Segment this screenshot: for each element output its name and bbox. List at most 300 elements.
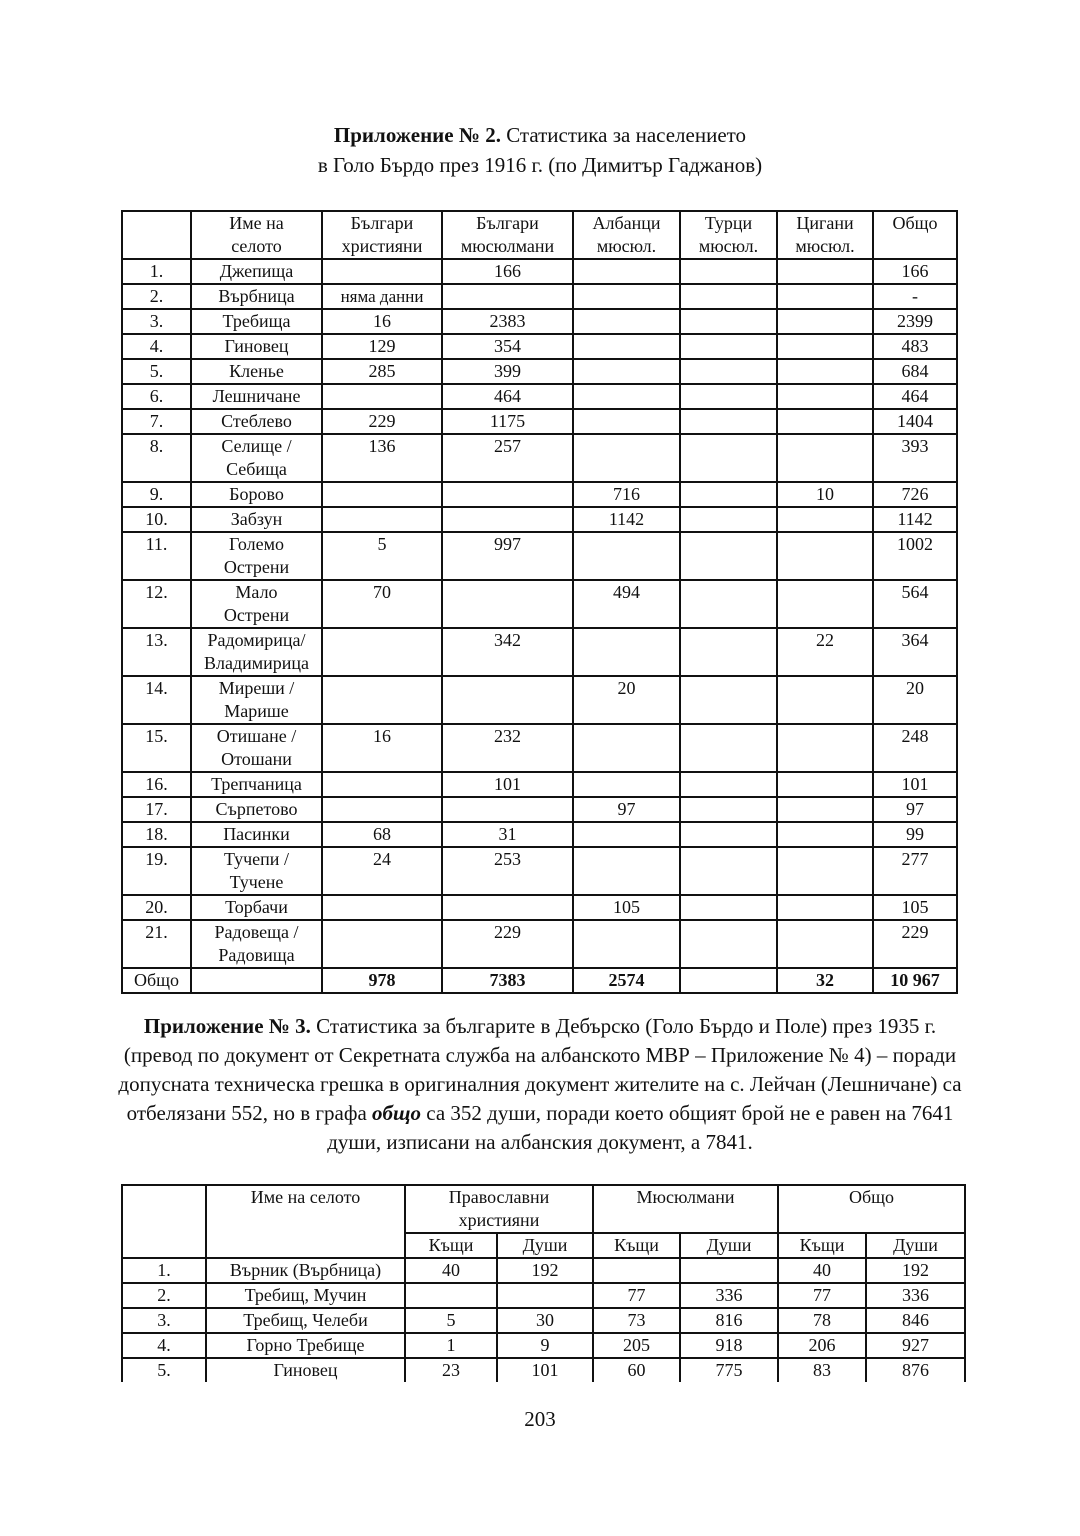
cell-total: - [873, 284, 957, 309]
cell-tur [680, 724, 777, 772]
header-line: християни [341, 236, 423, 256]
header-line [125, 235, 188, 258]
cell-tur [680, 822, 777, 847]
village-name [191, 797, 322, 822]
cell-alb [573, 724, 680, 772]
cell-total: 229 [873, 920, 957, 968]
table-row [122, 507, 957, 532]
table-row [122, 359, 957, 384]
cell-alb [573, 384, 680, 409]
village-name [191, 532, 322, 580]
table-row [122, 847, 957, 895]
cell-tur [680, 482, 777, 507]
row-number: 19. [122, 847, 191, 895]
cell-cig [777, 259, 873, 284]
cell-tur [680, 284, 777, 309]
table-row [122, 1333, 965, 1358]
appendix-3-title-italic: общо [372, 1101, 422, 1125]
cell-bg-mus: 399 [442, 359, 573, 384]
cell-bg-chr: няма данни [322, 284, 442, 309]
row-number: 7. [122, 409, 191, 434]
cell-tot-h: 78 [778, 1308, 866, 1333]
cell-tur [680, 797, 777, 822]
header-line [876, 235, 954, 258]
cell-bg-chr [322, 797, 442, 822]
cell-total: 97 [873, 797, 957, 822]
cell-bg-chr [322, 384, 442, 409]
total-bg-mus: 7383 [442, 968, 573, 993]
appendix-2-title-line2: в Голо Бърдо през 1916 г. (по Димитър Гаджанов) [317, 153, 763, 177]
village-name [191, 847, 322, 895]
village-name [191, 409, 322, 434]
cell-bg-chr [322, 920, 442, 968]
cell-name: Требищ, Мучин [206, 1283, 405, 1308]
table-row [122, 920, 957, 968]
table-row [122, 309, 957, 334]
table-row [122, 532, 957, 580]
cell-tur [680, 434, 777, 482]
village-name-line: Отишане / [216, 726, 297, 746]
cell-total: 105 [873, 895, 957, 920]
cell-tur [680, 895, 777, 920]
village-name [191, 580, 322, 628]
cell-n: 5. [122, 1358, 206, 1383]
village-name [191, 772, 322, 797]
village-name-line: Радовеща / [214, 922, 299, 942]
header-orthodox: Православни християни [405, 1185, 593, 1233]
cell-cig [777, 822, 873, 847]
village-name-line: Тучене [229, 872, 284, 892]
table-row [122, 676, 957, 724]
table-row [122, 822, 957, 847]
cell-orth-s [497, 1283, 593, 1308]
cell-total: 684 [873, 359, 957, 384]
row-number: 20. [122, 895, 191, 920]
cell-total: 166 [873, 259, 957, 284]
row-number: 15. [122, 724, 191, 772]
cell-orth-s: 101 [497, 1358, 593, 1383]
cell-bg-mus: 257 [442, 434, 573, 482]
village-name-line: Себища [226, 459, 287, 479]
village-name-line: Кленье [229, 361, 284, 381]
cell-total: 2399 [873, 309, 957, 334]
cell-bg-chr: 136 [322, 434, 442, 482]
village-name-line: Тучепи / [224, 849, 289, 869]
cell-tur [680, 309, 777, 334]
table-row [122, 772, 957, 797]
cell-tot-s: 192 [866, 1258, 965, 1283]
appendix-3-table [121, 1184, 966, 1384]
village-name-line: Гиновец [224, 336, 289, 356]
header-line: Албанци [592, 213, 661, 233]
cell-alb [573, 628, 680, 676]
cell-name: Горно Требище [206, 1333, 405, 1358]
cell-cig [777, 507, 873, 532]
cell-bg-mus: 342 [442, 628, 573, 676]
cell-alb [573, 847, 680, 895]
village-name-line: Борово [229, 484, 284, 504]
row-number: 12. [122, 580, 191, 628]
cell-orth-h: 5 [405, 1308, 497, 1333]
cell-bg-chr [322, 482, 442, 507]
cell-cig [777, 580, 873, 628]
header-line: Българи [476, 213, 539, 233]
cell-cig [777, 334, 873, 359]
cell-orth-h: 1 [405, 1333, 497, 1358]
cell-bg-mus: 997 [442, 532, 573, 580]
cell-bg-mus: 232 [442, 724, 573, 772]
village-name-line: Отошани [221, 749, 292, 769]
cell-alb: 716 [573, 482, 680, 507]
cell-bg-chr [322, 259, 442, 284]
row-number: 5. [122, 359, 191, 384]
cell-total: 464 [873, 384, 957, 409]
village-name [191, 359, 322, 384]
cell-bg-mus: 2383 [442, 309, 573, 334]
table-row [122, 284, 957, 309]
village-name [191, 724, 322, 772]
village-name-line: Мало [235, 582, 278, 602]
cell-bg-mus: 31 [442, 822, 573, 847]
cell-bg-chr: 16 [322, 309, 442, 334]
village-name-line: Сърпетово [215, 799, 298, 819]
cell-alb [573, 920, 680, 968]
cell-tur [680, 409, 777, 434]
cell-tur [680, 676, 777, 724]
header-line: Турци [704, 213, 753, 233]
cell-bg-mus: 1175 [442, 409, 573, 434]
cell-total: 1142 [873, 507, 957, 532]
cell-bg-chr: 70 [322, 580, 442, 628]
cell-mus-h: 73 [593, 1308, 680, 1333]
row-number: 16. [122, 772, 191, 797]
cell-bg-mus [442, 284, 573, 309]
cell-n: 2. [122, 1283, 206, 1308]
cell-bg-mus [442, 676, 573, 724]
cell-alb [573, 309, 680, 334]
cell-mus-s: 336 [680, 1283, 778, 1308]
row-number: 21. [122, 920, 191, 968]
cell-orth-h: 40 [405, 1258, 497, 1283]
cell-orth-h [405, 1283, 497, 1308]
cell-bg-chr: 229 [322, 409, 442, 434]
cell-total: 483 [873, 334, 957, 359]
row-number: 10. [122, 507, 191, 532]
total-cig: 32 [777, 968, 873, 993]
cell-cig [777, 434, 873, 482]
cell-tot-s: 336 [866, 1283, 965, 1308]
table-row [122, 334, 957, 359]
header-total-souls: Души [866, 1233, 965, 1258]
cell-alb [573, 259, 680, 284]
header-muslims-souls: Души [680, 1233, 778, 1258]
cell-tur [680, 359, 777, 384]
header-bg-christians [322, 211, 442, 259]
row-number: 9. [122, 482, 191, 507]
cell-cig: 10 [777, 482, 873, 507]
village-name [191, 676, 322, 724]
table-row [122, 1308, 965, 1333]
cell-bg-chr [322, 676, 442, 724]
village-name [191, 822, 322, 847]
cell-tot-h: 40 [778, 1258, 866, 1283]
table-row [122, 434, 957, 482]
cell-alb: 105 [573, 895, 680, 920]
cell-cig [777, 920, 873, 968]
table-row [122, 724, 957, 772]
cell-tur [680, 920, 777, 968]
header-muslims-houses: Къщи [593, 1233, 680, 1258]
appendix-3-title-text: Статистика за българите в Дебърско (Голо Бърдо и Поле) през 1935 г. (превод по документ от Секретната служба на албанското МВР – Приложение № 4) – поради допусната техническа грешка в оригиналния документ жителите на с. Лейчан (Лешничане) са отбелязани 552, но в графа [118, 1014, 962, 1125]
village-name [191, 334, 322, 359]
cell-orth-h: 23 [405, 1358, 497, 1383]
row-number: 8. [122, 434, 191, 482]
village-name-line: Торбачи [225, 897, 288, 917]
village-name [191, 895, 322, 920]
village-name [191, 284, 322, 309]
cell-bg-mus: 354 [442, 334, 573, 359]
row-number: 13. [122, 628, 191, 676]
cell-cig [777, 384, 873, 409]
village-name-line: Радомирица/ [207, 630, 306, 650]
table-row [122, 580, 957, 628]
row-number: 17. [122, 797, 191, 822]
table-row [122, 384, 957, 409]
appendix-3-title-bold: Приложение № 3. [143, 1014, 311, 1038]
cell-alb: 494 [573, 580, 680, 628]
cell-name: Върник (Върбница) [206, 1258, 405, 1283]
cell-bg-mus [442, 580, 573, 628]
cell-total: 364 [873, 628, 957, 676]
header-line: Българи [350, 213, 414, 233]
table-row [122, 895, 957, 920]
village-name [191, 259, 322, 284]
table-row [122, 797, 957, 822]
cell-alb [573, 822, 680, 847]
cell-bg-chr: 68 [322, 822, 442, 847]
total-alb: 2574 [573, 968, 680, 993]
cell-cig: 22 [777, 628, 873, 676]
village-name-line: Миреши / [218, 678, 295, 698]
cell-cig [777, 409, 873, 434]
cell-tur [680, 847, 777, 895]
cell-bg-chr [322, 507, 442, 532]
cell-alb [573, 359, 680, 384]
appendix-2-title-rest: Статистика за населението [500, 123, 747, 147]
cell-total: 277 [873, 847, 957, 895]
village-name-line: Острени [223, 557, 290, 577]
cell-total: 564 [873, 580, 957, 628]
cell-name: Требищ, Челеби [206, 1308, 405, 1333]
header-orthodox-houses: Къщи [405, 1233, 497, 1258]
cell-bg-mus [442, 797, 573, 822]
appendix-2-title-bold: Приложение № 2. [333, 123, 501, 147]
village-name [191, 507, 322, 532]
cell-total: 20 [873, 676, 957, 724]
cell-cig [777, 847, 873, 895]
header-total [873, 211, 957, 259]
header-bg-muslims [442, 211, 573, 259]
cell-alb [573, 409, 680, 434]
cell-alb: 97 [573, 797, 680, 822]
village-name-line: Селище / [221, 436, 292, 456]
cell-tot-s: 846 [866, 1308, 965, 1333]
row-number: 18. [122, 822, 191, 847]
cell-alb: 20 [573, 676, 680, 724]
total-bg-chr: 978 [322, 968, 442, 993]
header-line: селото [231, 236, 282, 256]
cell-alb [573, 284, 680, 309]
cell-n: 1. [122, 1258, 206, 1283]
header-turkish-muslims [680, 211, 777, 259]
cell-cig [777, 895, 873, 920]
cell-mus-s: 775 [680, 1358, 778, 1383]
village-name-line: Владимирица [203, 653, 310, 673]
cell-tot-h: 77 [778, 1283, 866, 1308]
cell-orth-s: 192 [497, 1258, 593, 1283]
appendix-3-title-tail: са 352 души, поради което общият брой не е равен на 7641 души, изписани на албанския документ, а 7841. [327, 1101, 954, 1154]
cell-tot-s: 876 [866, 1358, 965, 1383]
cell-mus-h [593, 1258, 680, 1283]
cell-mus-h: 77 [593, 1283, 680, 1308]
cell-bg-chr: 5 [322, 532, 442, 580]
cell-total: 99 [873, 822, 957, 847]
row-number: 11. [122, 532, 191, 580]
cell-orth-s: 30 [497, 1308, 593, 1333]
header-gypsy-muslims [777, 211, 873, 259]
cell-bg-mus: 101 [442, 772, 573, 797]
cell-tot-s: 927 [866, 1333, 965, 1358]
header-muslims: Мюсюлмани [593, 1185, 778, 1233]
cell-total: 1002 [873, 532, 957, 580]
cell-tur [680, 628, 777, 676]
cell-alb [573, 532, 680, 580]
cell-bg-chr: 129 [322, 334, 442, 359]
header-line: мюсюл. [698, 236, 759, 256]
cell-tur [680, 580, 777, 628]
village-name [191, 628, 322, 676]
cell-bg-chr: 285 [322, 359, 442, 384]
total-total: 10 967 [873, 968, 957, 993]
cell-tur [680, 772, 777, 797]
row-number: 1. [122, 259, 191, 284]
header-line: мюсюлмани [460, 236, 555, 256]
cell-bg-mus: 229 [442, 920, 573, 968]
village-name-line: Радовища [218, 945, 295, 965]
header-orthodox-souls: Души [497, 1233, 593, 1258]
cell-bg-mus: 464 [442, 384, 573, 409]
total-row [122, 968, 957, 993]
cell-total: 101 [873, 772, 957, 797]
cell-mus-h: 205 [593, 1333, 680, 1358]
cell-total: 393 [873, 434, 957, 482]
village-name-line: Пасинки [223, 824, 290, 844]
cell-tur [680, 334, 777, 359]
cell-name: Гиновец [206, 1358, 405, 1383]
table-row [122, 259, 957, 284]
cell-cig [777, 724, 873, 772]
cell-tur [680, 507, 777, 532]
cell-alb [573, 772, 680, 797]
cell-alb [573, 334, 680, 359]
header-number [122, 1185, 206, 1258]
row-number: 14. [122, 676, 191, 724]
cell-bg-mus [442, 482, 573, 507]
cell-tur [680, 384, 777, 409]
table-row [122, 409, 957, 434]
cell-bg-mus [442, 895, 573, 920]
total-label: Общо [122, 968, 191, 993]
header-village-name [191, 211, 322, 259]
village-name-line: Марише [224, 701, 289, 721]
cell-alb [573, 434, 680, 482]
cell-bg-mus: 253 [442, 847, 573, 895]
cell-tur [680, 259, 777, 284]
cell-mus-s [680, 1258, 778, 1283]
cell-n: 3. [122, 1308, 206, 1333]
cell-cig [777, 797, 873, 822]
village-name-line: Трепчаница [211, 774, 302, 794]
header-line: Цигани [796, 213, 854, 233]
table-row [122, 628, 957, 676]
table-row [122, 1283, 965, 1308]
cell-cig [777, 359, 873, 384]
cell-cig [777, 676, 873, 724]
cell-cig [777, 284, 873, 309]
row-number: 3. [122, 309, 191, 334]
page-number: 203 [524, 1407, 556, 1431]
cell-bg-mus: 166 [442, 259, 573, 284]
header-line: Име на [229, 213, 284, 233]
village-name-line: Стеблево [221, 411, 292, 431]
header-line: Общо [892, 213, 938, 233]
cell-cig [777, 532, 873, 580]
cell-mus-s: 918 [680, 1333, 778, 1358]
appendix-2-table [121, 210, 958, 994]
cell-tur [680, 532, 777, 580]
header-line: мюсюл. [596, 236, 657, 256]
table-header-row [122, 211, 957, 259]
village-name-line: Острени [223, 605, 290, 625]
cell-orth-s: 9 [497, 1333, 593, 1358]
header-albanian-muslims [573, 211, 680, 259]
header-number [122, 211, 191, 259]
table-row [122, 1358, 965, 1383]
table-header-row-1 [122, 1185, 965, 1233]
total-tur [680, 968, 777, 993]
cell-alb: 1142 [573, 507, 680, 532]
village-name [191, 309, 322, 334]
cell-total: 726 [873, 482, 957, 507]
cell-bg-chr [322, 628, 442, 676]
cell-bg-mus [442, 507, 573, 532]
header-total-houses: Къщи [778, 1233, 866, 1258]
cell-n: 4. [122, 1333, 206, 1358]
cell-tot-h: 83 [778, 1358, 866, 1383]
cell-total: 248 [873, 724, 957, 772]
cell-bg-chr: 24 [322, 847, 442, 895]
table-row [122, 482, 957, 507]
cell-cig [777, 772, 873, 797]
village-name-line: Джепища [219, 261, 294, 281]
village-name-line: Върбница [218, 286, 295, 306]
village-name [191, 384, 322, 409]
header-total: Общо [778, 1185, 965, 1233]
cell-total: 1404 [873, 409, 957, 434]
village-name-line: Требища [222, 311, 291, 331]
village-name-line: Големо [229, 534, 284, 554]
header-line [125, 212, 188, 235]
